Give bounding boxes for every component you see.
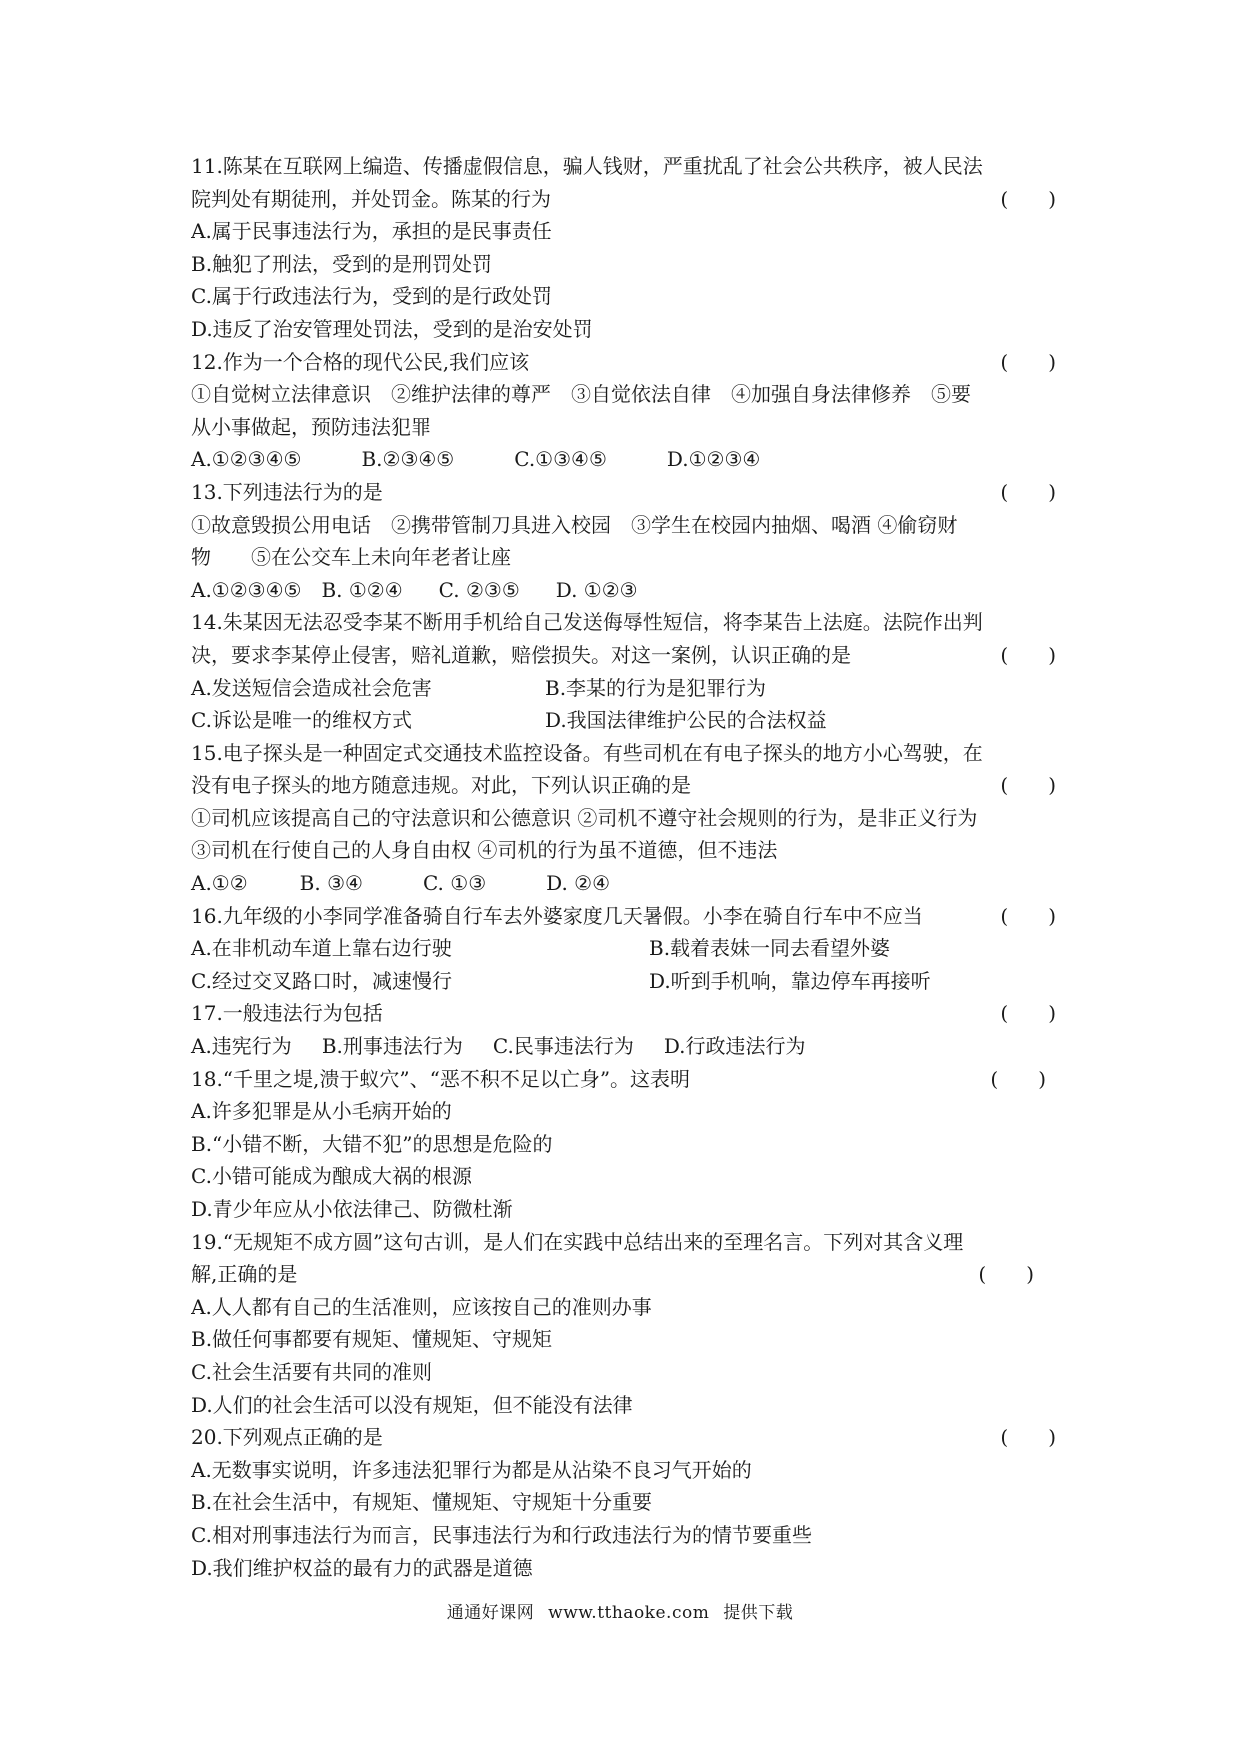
option-d: D.青少年应从小依法律己、防微杜渐 [191, 1197, 513, 1221]
option-d: D.①②③④ [666, 447, 761, 472]
option-a: A.人人都有自己的生活准则，应该按自己的准则办事 [191, 1294, 652, 1319]
question-stem: 18.“千里之堤,溃于蚁穴”、“恶不积不足以亡身”。这表明 [191, 1066, 691, 1091]
option-a: A.①② [191, 871, 248, 896]
question-stem: 院判处有期徒刑，并处罚金。陈某的行为 [191, 186, 551, 211]
option-d: D.我国法律维护公民的合法权益 [545, 708, 827, 733]
question-statements: ③司机在行使自己的人身自由权 ④司机的行为虽不道德，但不违法 [191, 838, 778, 863]
question-stem: 15.电子探头是一种固定式交通技术监控设备。有些司机在有电子探头的地方小心驾驶，在 [191, 740, 983, 765]
option-c: C. ②③⑤ [438, 577, 520, 602]
option-b: B.做任何事都要有规矩、懂规矩、守规矩 [191, 1327, 553, 1352]
option-a: A.①②③④⑤ [191, 577, 302, 602]
option-d: D. ①②③ [555, 577, 638, 602]
option-row [191, 574, 1056, 607]
question-list [191, 150, 1056, 1584]
question-statements: 物 ⑤在公交车上未向年老者让座 [191, 545, 511, 570]
answer-bracket: ( ) [1000, 903, 1056, 928]
option-row [191, 932, 1056, 965]
option-b: B.“小错不断，大错不犯”的思想是危险的 [191, 1131, 553, 1156]
question-20 [191, 1421, 1056, 1584]
option-d: D.人们的社会生活可以没有规矩，但不能没有法律 [191, 1392, 633, 1417]
question-14 [191, 606, 1056, 736]
option-c: C.相对刑事违法行为而言，民事违法行为和行政违法行为的情节要重些 [191, 1522, 812, 1547]
question-13 [191, 476, 1056, 606]
answer-bracket: ( ) [1000, 773, 1056, 798]
option-b: B.载着表妹一同去看望外婆 [649, 936, 891, 961]
option-d: D.违反了治安管理处罚法，受到的是治安处罚 [191, 316, 593, 341]
option-c: C.小错可能成为酿成大祸的根源 [191, 1164, 472, 1189]
option-a: A.发送短信会造成社会危害 [191, 675, 432, 700]
page-footer [0, 1598, 1240, 1623]
option-row [191, 867, 1056, 900]
option-a: A.许多犯罪是从小毛病开始的 [191, 1099, 452, 1124]
option-d: D. ②④ [546, 871, 611, 896]
answer-bracket: ( ) [990, 1066, 1046, 1091]
question-stem: 没有电子探头的地方随意违规。对此，下列认识正确的是 [191, 773, 691, 798]
question-stem: 13.下列违法行为的是 [191, 479, 383, 504]
option-a: A.无数事实说明，许多违法犯罪行为都是从沾染不良习气开始的 [191, 1457, 752, 1482]
option-b: B.触犯了刑法，受到的是刑罚处罚 [191, 251, 493, 276]
option-c: C.属于行政违法行为，受到的是行政处罚 [191, 284, 552, 309]
option-c: C.社会生活要有共同的准则 [191, 1359, 432, 1384]
question-stem: 决，要求李某停止侵害，赔礼道歉，赔偿损失。对这一案例，认识正确的是 [191, 642, 851, 667]
option-row [191, 704, 1056, 737]
question-statements: 从小事做起，预防违法犯罪 [191, 414, 431, 439]
question-stem: 11.陈某在互联网上编造、传播虚假信息，骗人钱财，严重扰乱了社会公共秩序，被人民法 [191, 154, 983, 178]
answer-bracket: ( ) [1000, 1425, 1056, 1450]
question-stem: 20.下列观点正确的是 [191, 1425, 383, 1450]
question-statements: ①司机应该提高自己的守法意识和公德意识 ②司机不遵守社会规则的行为，是非正义行为 [191, 805, 978, 830]
question-stem: 14.朱某因无法忍受李某不断用手机给自己发送侮辱性短信，将李某告上法庭。法院作出判 [191, 610, 983, 635]
answer-bracket: ( ) [1000, 1001, 1056, 1026]
answer-bracket: ( ) [1000, 642, 1056, 667]
option-d: D.行政违法行为 [663, 1034, 806, 1059]
question-statements: ①自觉树立法律意识 ②维护法律的尊严 ③自觉依法自律 ④加强自身法律修养 ⑤要 [191, 382, 971, 407]
option-b: B.在社会生活中，有规矩、懂规矩、守规矩十分重要 [191, 1490, 653, 1515]
question-15 [191, 737, 1056, 900]
answer-bracket: ( ) [1000, 349, 1056, 374]
option-row [191, 965, 1056, 998]
question-16 [191, 900, 1056, 998]
option-b: B. ①②④ [321, 577, 403, 602]
option-b: B. ③④ [299, 871, 363, 896]
question-12 [191, 346, 1056, 476]
question-statements: ①故意毁损公用电话 ②携带管制刀具进入校园 ③学生在校园内抽烟、喝酒 ④偷窃财 [191, 512, 958, 537]
answer-bracket: ( ) [1000, 186, 1056, 211]
option-b: B.②③④⑤ [361, 447, 455, 472]
footer-url: www.tthaoke.com [548, 1603, 710, 1623]
question-18 [191, 1063, 1056, 1226]
option-c: C.经过交叉路口时，减速慢行 [191, 968, 452, 993]
option-a: A.在非机动车道上靠右边行驶 [191, 936, 452, 961]
option-a: A.违宪行为 [191, 1034, 292, 1059]
answer-bracket: ( ) [1000, 479, 1056, 504]
option-c: C.①③④⑤ [514, 447, 607, 472]
option-b: B.刑事违法行为 [321, 1034, 463, 1059]
option-c: C.民事违法行为 [492, 1034, 634, 1059]
option-row [191, 672, 1056, 705]
question-19 [191, 1226, 1056, 1422]
option-b: B.李某的行为是犯罪行为 [545, 675, 767, 700]
option-d: D.我们维护权益的最有力的武器是道德 [191, 1555, 533, 1580]
question-stem: 16.九年级的小李同学准备骑自行车去外婆家度几天暑假。小李在骑自行车中不应当 [191, 903, 923, 928]
question-stem: 17.一般违法行为包括 [191, 1001, 383, 1026]
option-row [191, 443, 1056, 476]
question-stem: 解,正确的是 [191, 1262, 298, 1287]
option-row [191, 1030, 1056, 1063]
question-stem: 12.作为一个合格的现代公民,我们应该 [191, 349, 530, 374]
footer-suffix: 提供下载 [723, 1603, 794, 1623]
question-stem: 19.“无规矩不成方圆”这句古训，是人们在实践中总结出来的至理名言。下列对其含义理 [191, 1229, 964, 1254]
option-c: C.诉讼是唯一的维权方式 [191, 708, 412, 733]
footer-site-name: 通通好课网 [446, 1603, 535, 1623]
option-a: A.①②③④⑤ [191, 447, 302, 472]
option-c: C. ①③ [422, 871, 487, 896]
option-d: D.听到手机响，靠边停车再接听 [649, 968, 931, 993]
option-a: A.属于民事违法行为，承担的是民事责任 [191, 219, 552, 244]
answer-bracket: ( ) [978, 1262, 1034, 1287]
question-17 [191, 997, 1056, 1062]
question-11 [191, 150, 1056, 346]
